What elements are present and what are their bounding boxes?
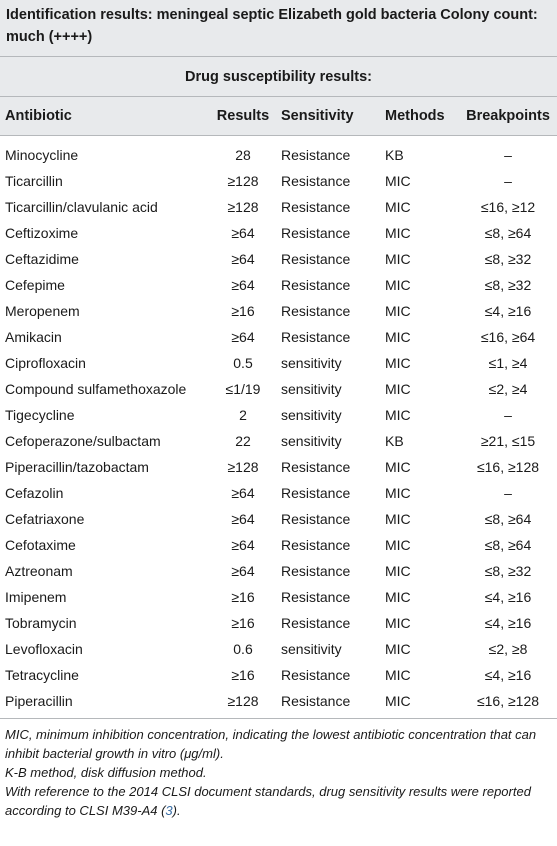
footnote-clsi — [5, 782, 552, 820]
cell-results: ≥128 — [211, 688, 275, 719]
cell-methods: MIC — [385, 329, 411, 345]
cell-antibiotic: Tobramycin — [5, 615, 77, 631]
table-row — [0, 402, 557, 428]
cell-antibiotic: Ticarcillin/clavulanic acid — [5, 199, 158, 215]
table-row — [0, 584, 557, 610]
table-row — [0, 662, 557, 688]
cell-sensitivity: Resistance — [281, 303, 351, 319]
cell-breakpoints: ≤4, ≥16 — [484, 303, 532, 319]
table-row — [0, 454, 557, 480]
cell-results: ≥16 — [231, 589, 255, 605]
table-row — [0, 688, 557, 719]
cell-results: ≥16 — [231, 615, 255, 631]
cell-sensitivity: sensitivity — [281, 355, 342, 371]
cell-results: ≥16 — [231, 667, 255, 683]
cell-results: ≥128 — [227, 199, 259, 215]
table-row — [0, 246, 557, 272]
column-header-antibiotic: Antibiotic — [0, 97, 211, 136]
cell-breakpoints: ≤8, ≥32 — [484, 563, 532, 579]
cell-breakpoints: ≤8, ≥64 — [484, 511, 532, 527]
cell-breakpoints: ≤4, ≥16 — [484, 615, 532, 631]
cell-antibiotic: Imipenem — [5, 589, 67, 605]
table-row — [0, 272, 557, 298]
cell-antibiotic: Amikacin — [5, 329, 62, 345]
cell-results: 2 — [239, 407, 247, 423]
cell-antibiotic: Ceftazidime — [5, 251, 79, 267]
cell-sensitivity: sensitivity — [281, 433, 342, 449]
footnote-kb: K-B method, disk diffusion method. — [5, 765, 207, 780]
footnote-clsi-end: ). — [172, 803, 181, 818]
table-row — [0, 532, 557, 558]
cell-methods: MIC — [385, 485, 411, 501]
cell-breakpoints: – — [504, 147, 512, 163]
cell-methods: MIC — [385, 459, 411, 475]
cell-results: 0.5 — [233, 355, 253, 371]
cell-breakpoints: ≤16, ≥128 — [459, 688, 557, 719]
column-header-row — [0, 97, 557, 136]
footnote-mic: MIC, minimum inhibition concentration, indicating the lowest antibiotic concentration that can inhibit bacterial growth in vitro (μg/ml). — [5, 727, 537, 761]
cell-breakpoints: ≤16, ≥128 — [476, 459, 540, 475]
cell-results: ≥64 — [231, 277, 255, 293]
cell-methods: MIC — [385, 251, 411, 267]
table-title-block — [0, 0, 557, 56]
cell-antibiotic: Cefepime — [5, 277, 65, 293]
cell-sensitivity: Resistance — [281, 589, 351, 605]
cell-sensitivity: Resistance — [275, 688, 381, 719]
cell-breakpoints: ≤4, ≥16 — [484, 589, 532, 605]
cell-sensitivity: Resistance — [281, 147, 351, 163]
cell-breakpoints: ≤8, ≥32 — [484, 251, 532, 267]
table-row — [0, 506, 557, 532]
cell-sensitivity: Resistance — [281, 459, 351, 475]
cell-methods: MIC — [385, 381, 411, 397]
cell-breakpoints: – — [504, 173, 512, 189]
footnote-clsi-text: With reference to the 2014 CLSI document standards, drug sensitivity results were reported according to CLSI M39-A4 ( — [5, 784, 531, 818]
cell-antibiotic: Cefoperazone/sulbactam — [5, 433, 161, 449]
cell-sensitivity: Resistance — [281, 173, 351, 189]
column-header-sensitivity: Sensitivity — [275, 97, 381, 136]
cell-sensitivity: Resistance — [281, 329, 351, 345]
cell-antibiotic: Ciprofloxacin — [5, 355, 86, 371]
cell-results: ≥64 — [231, 511, 255, 527]
cell-antibiotic: Cefotaxime — [5, 537, 76, 553]
cell-breakpoints: ≤16, ≥64 — [480, 329, 536, 345]
table-row — [0, 428, 557, 454]
cell-results: ≥128 — [227, 173, 259, 189]
cell-methods: MIC — [385, 225, 411, 241]
cell-antibiotic: Ceftizoxime — [5, 225, 79, 241]
cell-antibiotic: Cefazolin — [5, 485, 64, 501]
cell-sensitivity: Resistance — [281, 667, 351, 683]
cell-results: 0.6 — [233, 641, 253, 657]
cell-methods: MIC — [385, 667, 411, 683]
table-row — [0, 480, 557, 506]
cell-methods: MIC — [385, 199, 411, 215]
footnotes — [0, 719, 557, 820]
cell-methods: MIC — [385, 173, 411, 189]
cell-antibiotic: Compound sulfamethoxazole — [5, 381, 187, 397]
table-row — [0, 136, 557, 169]
cell-antibiotic: Tigecycline — [5, 407, 75, 423]
cell-methods: MIC — [385, 277, 411, 293]
cell-antibiotic: Cefatriaxone — [5, 511, 85, 527]
cell-antibiotic: Minocycline — [5, 147, 79, 163]
susceptibility-table — [0, 96, 557, 719]
cell-antibiotic: Ticarcillin — [5, 173, 63, 189]
cell-antibiotic: Piperacillin — [0, 688, 211, 719]
cell-methods: MIC — [385, 615, 411, 631]
table-row — [0, 558, 557, 584]
cell-methods: KB — [385, 433, 404, 449]
cell-sensitivity: Resistance — [281, 225, 351, 241]
cell-breakpoints: – — [504, 485, 512, 501]
table-row — [0, 298, 557, 324]
cell-methods: MIC — [385, 563, 411, 579]
cell-breakpoints: ≤2, ≥8 — [488, 641, 528, 657]
cell-sensitivity: sensitivity — [281, 381, 342, 397]
cell-methods: MIC — [385, 589, 411, 605]
cell-methods: MIC — [385, 511, 411, 527]
table-row — [0, 220, 557, 246]
cell-breakpoints: – — [504, 407, 512, 423]
cell-breakpoints: ≤8, ≥32 — [484, 277, 532, 293]
cell-methods: MIC — [385, 355, 411, 371]
cell-methods: MIC — [385, 407, 411, 423]
table-row — [0, 636, 557, 662]
cell-breakpoints: ≤16, ≥12 — [480, 199, 536, 215]
cell-sensitivity: Resistance — [281, 615, 351, 631]
cell-sensitivity: Resistance — [281, 277, 351, 293]
cell-results: ≤1/19 — [225, 381, 261, 397]
cell-antibiotic: Piperacillin/tazobactam — [5, 459, 149, 475]
cell-results: ≥64 — [231, 537, 255, 553]
table-row — [0, 376, 557, 402]
column-header-methods: Methods — [381, 97, 459, 136]
cell-results: 22 — [235, 433, 251, 449]
cell-methods: MIC — [385, 303, 411, 319]
cell-breakpoints: ≤4, ≥16 — [484, 667, 532, 683]
cell-sensitivity: Resistance — [281, 563, 351, 579]
cell-sensitivity: sensitivity — [281, 407, 342, 423]
table-row — [0, 324, 557, 350]
column-header-breakpoints: Breakpoints — [459, 97, 557, 136]
footnote-clsi-reference-link[interactable]: 3 — [165, 803, 173, 818]
cell-results: ≥128 — [227, 459, 259, 475]
table-body — [0, 136, 557, 719]
cell-methods: MIC — [385, 537, 411, 553]
cell-results: ≥64 — [231, 485, 255, 501]
cell-sensitivity: Resistance — [281, 537, 351, 553]
cell-antibiotic: Levofloxacin — [5, 641, 83, 657]
cell-results: ≥64 — [231, 329, 255, 345]
cell-breakpoints: ≥21, ≤15 — [480, 433, 536, 449]
table-row — [0, 610, 557, 636]
table-row — [0, 194, 557, 220]
cell-methods: MIC — [381, 688, 459, 719]
cell-sensitivity: Resistance — [281, 199, 351, 215]
cell-results: 28 — [235, 147, 251, 163]
table-title: Identification results: meningeal septic Elizabeth gold bacteria Colony count: much (++++) — [6, 7, 538, 45]
cell-antibiotic: Aztreonam — [5, 563, 73, 579]
table-row — [0, 168, 557, 194]
cell-sensitivity: Resistance — [281, 511, 351, 527]
cell-sensitivity: sensitivity — [281, 641, 342, 657]
cell-breakpoints: ≤1, ≥4 — [488, 355, 528, 371]
cell-methods: MIC — [385, 641, 411, 657]
cell-antibiotic: Meropenem — [5, 303, 80, 319]
cell-results: ≥64 — [231, 225, 255, 241]
cell-sensitivity: Resistance — [281, 251, 351, 267]
cell-results: ≥64 — [231, 563, 255, 579]
cell-breakpoints: ≤8, ≥64 — [484, 225, 532, 241]
cell-antibiotic: Tetracycline — [5, 667, 79, 683]
cell-sensitivity: Resistance — [281, 485, 351, 501]
cell-breakpoints: ≤2, ≥4 — [488, 381, 528, 397]
cell-breakpoints: ≤8, ≥64 — [484, 537, 532, 553]
table-subheader: Drug susceptibility results: — [0, 56, 557, 96]
table-row — [0, 350, 557, 376]
cell-methods: KB — [385, 147, 404, 163]
column-header-results: Results — [211, 97, 275, 136]
cell-results: ≥16 — [231, 303, 255, 319]
cell-results: ≥64 — [231, 251, 255, 267]
